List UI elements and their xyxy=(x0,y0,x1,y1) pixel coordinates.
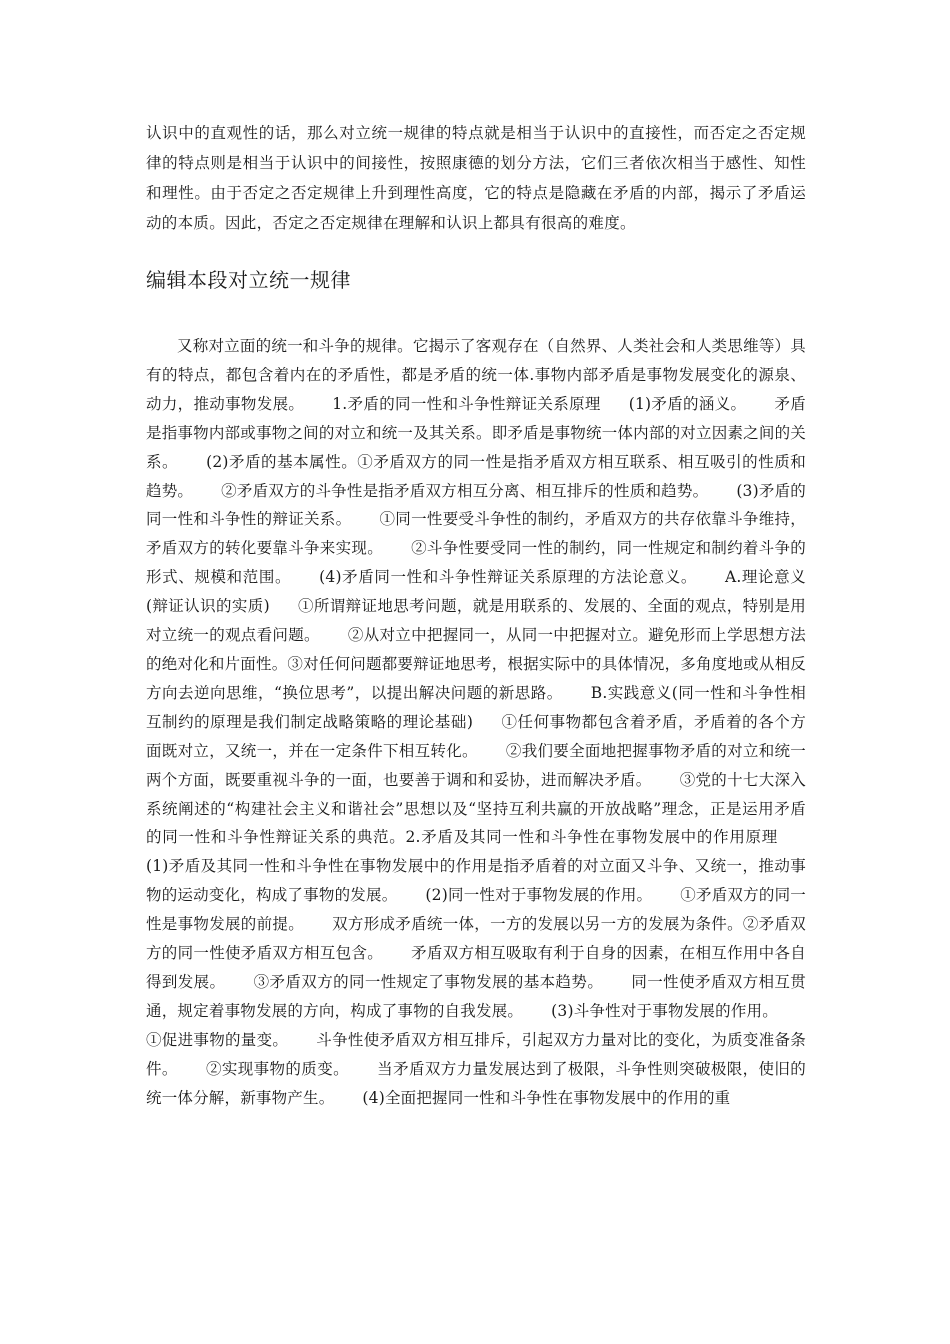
body-segment: ①矛盾双方的同一性是指矛盾双方相互联系、相互吸引的性质和趋势。 xyxy=(146,452,806,500)
body-segment: 矛盾双方相互吸取有利于自身的因素，在相互作用中各自得到发展。 xyxy=(146,944,806,991)
body-segment: (3)斗争性对于事物发展的作用。 xyxy=(551,1001,778,1020)
body-segment: (4)全面把握同一性和斗争性在事物发展中的作用的重 xyxy=(362,1088,731,1107)
body-segment: (4)矛盾同一性和斗争性辩证关系原理的方法论意义。 xyxy=(319,568,697,587)
body-segment: ②矛盾双方的斗争性是指矛盾双方相互分离、相互排斥的性质和趋势。 xyxy=(221,481,709,500)
body-segment: 当矛盾双方力量发展达到了极限，斗争性则突破极限，使旧的统一体分解，新事物产生。 xyxy=(146,1059,806,1107)
body-segment: ②实现事物的质变。 xyxy=(205,1059,349,1078)
body-segment: A.理论意义(辩证认识的实质) xyxy=(146,568,806,616)
body-segment: 斗争性使矛盾双方相互排斥，引起双方力量对比的变化，为质变准备条件。 xyxy=(146,1030,806,1078)
body-segment: (3)矛盾的同一性和斗争性的辩证关系。 xyxy=(146,481,807,529)
body-segment: ①矛盾双方的同一性是事物发展的前提。 xyxy=(146,886,806,934)
section-heading: 编辑本段对立统一规律 xyxy=(146,268,351,292)
body-segment: ②从对立中把握同一，从同一中把握对立。避免形而上学思想方法的绝对化和片面性。③对任何问题都要辩证地思考，根据实际中的具体情况，多角度地或从相反方向去逆向思维，“换位思考”，以提出解决问题的新思路。 xyxy=(146,626,806,702)
body-segment: ①任何事物都包含着矛盾，矛盾着的各个方面既对立，又统一，并在一定条件下相互转化。 xyxy=(146,712,806,760)
body-segment: 矛盾是指事物内部或事物之间的对立和统一及其关系。即矛盾是事物统一体内部的对立因素之间的关系。 xyxy=(146,394,806,471)
body-segment: B.实践意义(同一性和斗争性相互制约的原理是我们制定战略策略的理论基础) xyxy=(146,683,806,731)
body-paragraph xyxy=(146,332,806,1112)
body-segment: ③矛盾双方的同一性规定了事物发展的基本趋势。 xyxy=(253,972,604,991)
body-segment: ①所谓辩证地思考问题，就是用联系的、发展的、全面的观点，特别是用对立统一的观点看问题。 xyxy=(146,597,806,645)
body-segment: ②我们要全面地把握事物矛盾的对立和统一两个方面，既要重视斗争的一面，也要善于调和和妥协，进而解决矛盾。 xyxy=(146,741,806,789)
body-segment: 又称对立面的统一和斗争的规律。它揭示了客观存在（自然界、人类社会和人类思维等）具有的特点，都包含着内在的矛盾性，都是矛盾的统一体.事物内部矛盾是事物发展变化的源泉、动力，推动事物发展。 xyxy=(146,337,806,413)
body-segment: 1.矛盾的同一性和斗争性辩证关系原理 xyxy=(332,394,601,413)
body-segment: 同一性使矛盾双方相互贯通，规定着事物发展的方向，构成了事物的自我发展。 xyxy=(146,972,806,1020)
intro-paragraph: 认识中的直观性的话，那么对立统一规律的特点就是相当于认识中的直接性，而否定之否定规律的特点则是相当于认识中的间接性，按照康德的划分方法，它们三者依次相当于感性、知性和理性。由于否定之否定规律上升到理性高度，它的特点是隐藏在矛盾的内部，揭示了矛盾运动的本质。因此，否定之否定规律在理解和认识上都具有很高的难度。 xyxy=(146,124,806,232)
body-segment: (1)矛盾及其同一性和斗争性在事物发展中的作用是指矛盾着的对立面又斗争、又统一，推动事物的运动变化，构成了事物的发展。 xyxy=(146,857,806,905)
body-segment: ③党的十七大深入系统阐述的“构建社会主义和谐社会”思想以及“坚持互利共赢的开放战略”理念，正是运用矛盾的同一性和斗争性辩证关系的典范。2.矛盾及其同一性和斗争性在事物发展中的作用原理 xyxy=(146,770,806,847)
body-segment: ①同一性要受斗争性的制约，矛盾双方的共存依靠斗争维持，矛盾双方的转化要靠斗争来实现。 xyxy=(146,510,806,558)
body-segment: ②斗争性要受同一性的制约，同一性规定和制约着斗争的形式、规模和范围。 xyxy=(146,539,806,587)
body-segment: (2)矛盾的基本属性。 xyxy=(206,452,358,471)
body-segment: ①促进事物的量变。 xyxy=(146,1030,289,1049)
body-segment: 双方形成矛盾统一体，一方的发展以另一方的发展为条件。②矛盾双方的同一性使矛盾双方相互包含。 xyxy=(146,915,806,963)
body-segment: (1)矛盾的涵义。 xyxy=(628,394,747,413)
body-segment: (2)同一性对于事物发展的作用。 xyxy=(425,886,653,905)
